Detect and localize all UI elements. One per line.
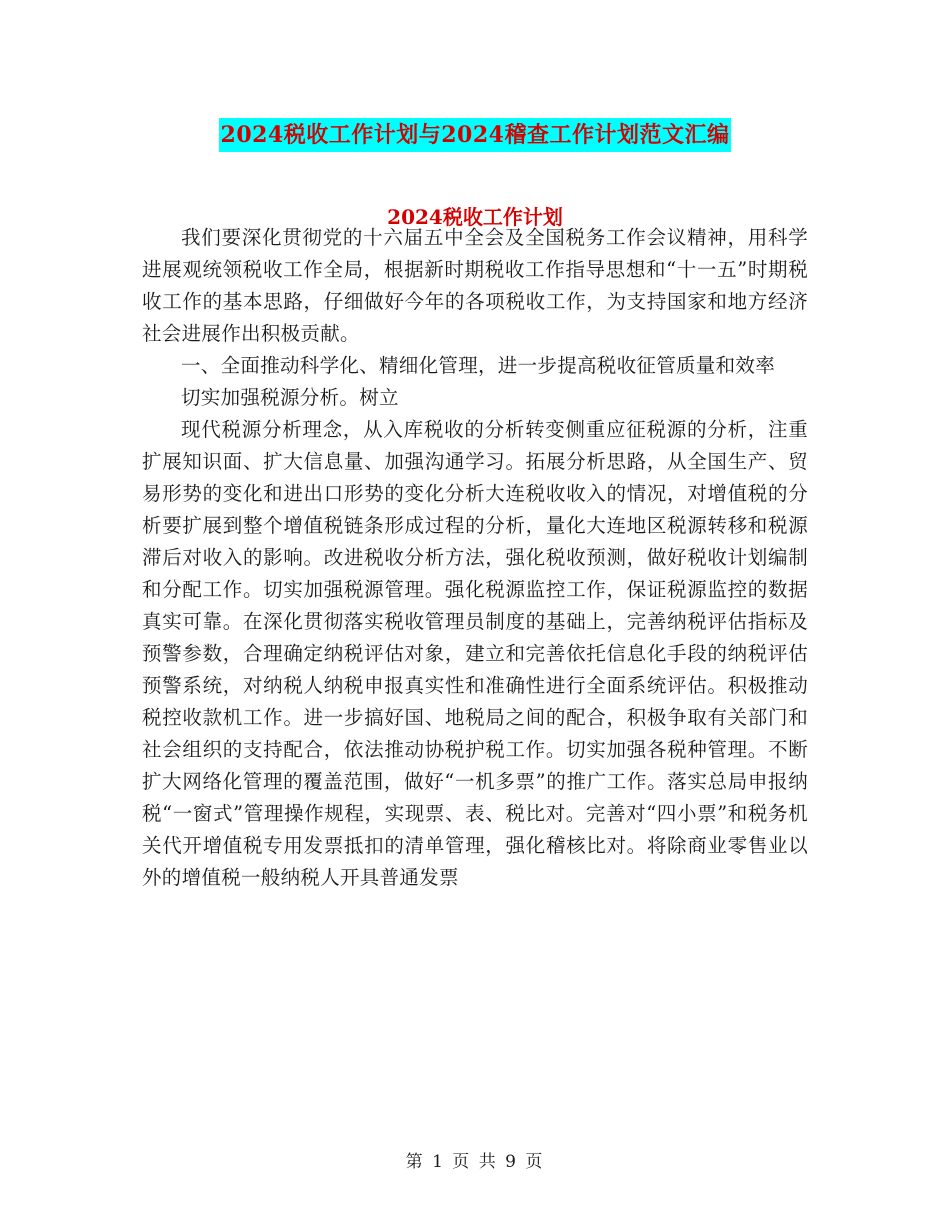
paragraph-body: 现代税源分析理念，从入库税收的分析转变侧重应征税源的分析，注重扩展知识面、扩大信息量、加强沟通学习。拓展分析思路，从全国生产、贸易形势的变化和进出口形势的变化分析大连税收收入的情况，对增值税的分析要扩展到整个增值税链条形成过程的分析，量化大连地区税源转移和税源滞后对收入的影响。改进税收分析方法，强化税收预测，做好税收计划编制和分配工作。切实加强税源管理。强化税源监控工作，保证税源监控的数据真实可靠。在深化贯彻落实税收管理员制度的基础上，完善纳税评估指标及预警参数，合理确定纳税评估对象，建立和完善依托信息化手段的纳税评估预警系统，对纳税人纳税申报真实性和准确性进行全面系统评估。积极推动税控收款机工作。进一步搞好国、地税局之间的配合，积极争取有关部门和社会组织的支持配合，依法推动协税护税工作。切实加强各税种管理。不断扩大网络化管理的覆盖范围，做好“一机多票”的推广工作。落实总局申报纳税“一窗式”管理操作规程，实现票、表、税比对。完善对“四小票”和税务机关代开增值税专用发票抵扣的清单管理，强化稽核比对。将除商业零售业以外的增值税一般纳税人开具普通发票	[142, 418, 808, 889]
section-title: 2024税收工作计划	[387, 205, 563, 229]
paragraph-heading-1: 一、全面推动科学化、精细化管理，进一步提高税收征管质量和效率	[181, 354, 776, 377]
document-body	[142, 222, 808, 894]
document-title-text: 2024税收工作计划与2024稽查工作计划范文汇编	[219, 118, 732, 152]
document-title	[0, 112, 950, 152]
paragraph-intro: 我们要深化贯彻党的十六届五中全会及全国税务工作会议精神，用科学进展观统领税收工作全局，根据新时期税收工作指导思想和“十一五”时期税收工作的基本思路，仔细做好今年的各项税收工作，为支持国家和地方经济社会进展作出积极贡献。	[142, 226, 808, 345]
page-footer: 第 1 页 共 9 页	[405, 1152, 545, 1172]
paragraph-subheading: 切实加强税源分析。树立	[181, 386, 399, 409]
